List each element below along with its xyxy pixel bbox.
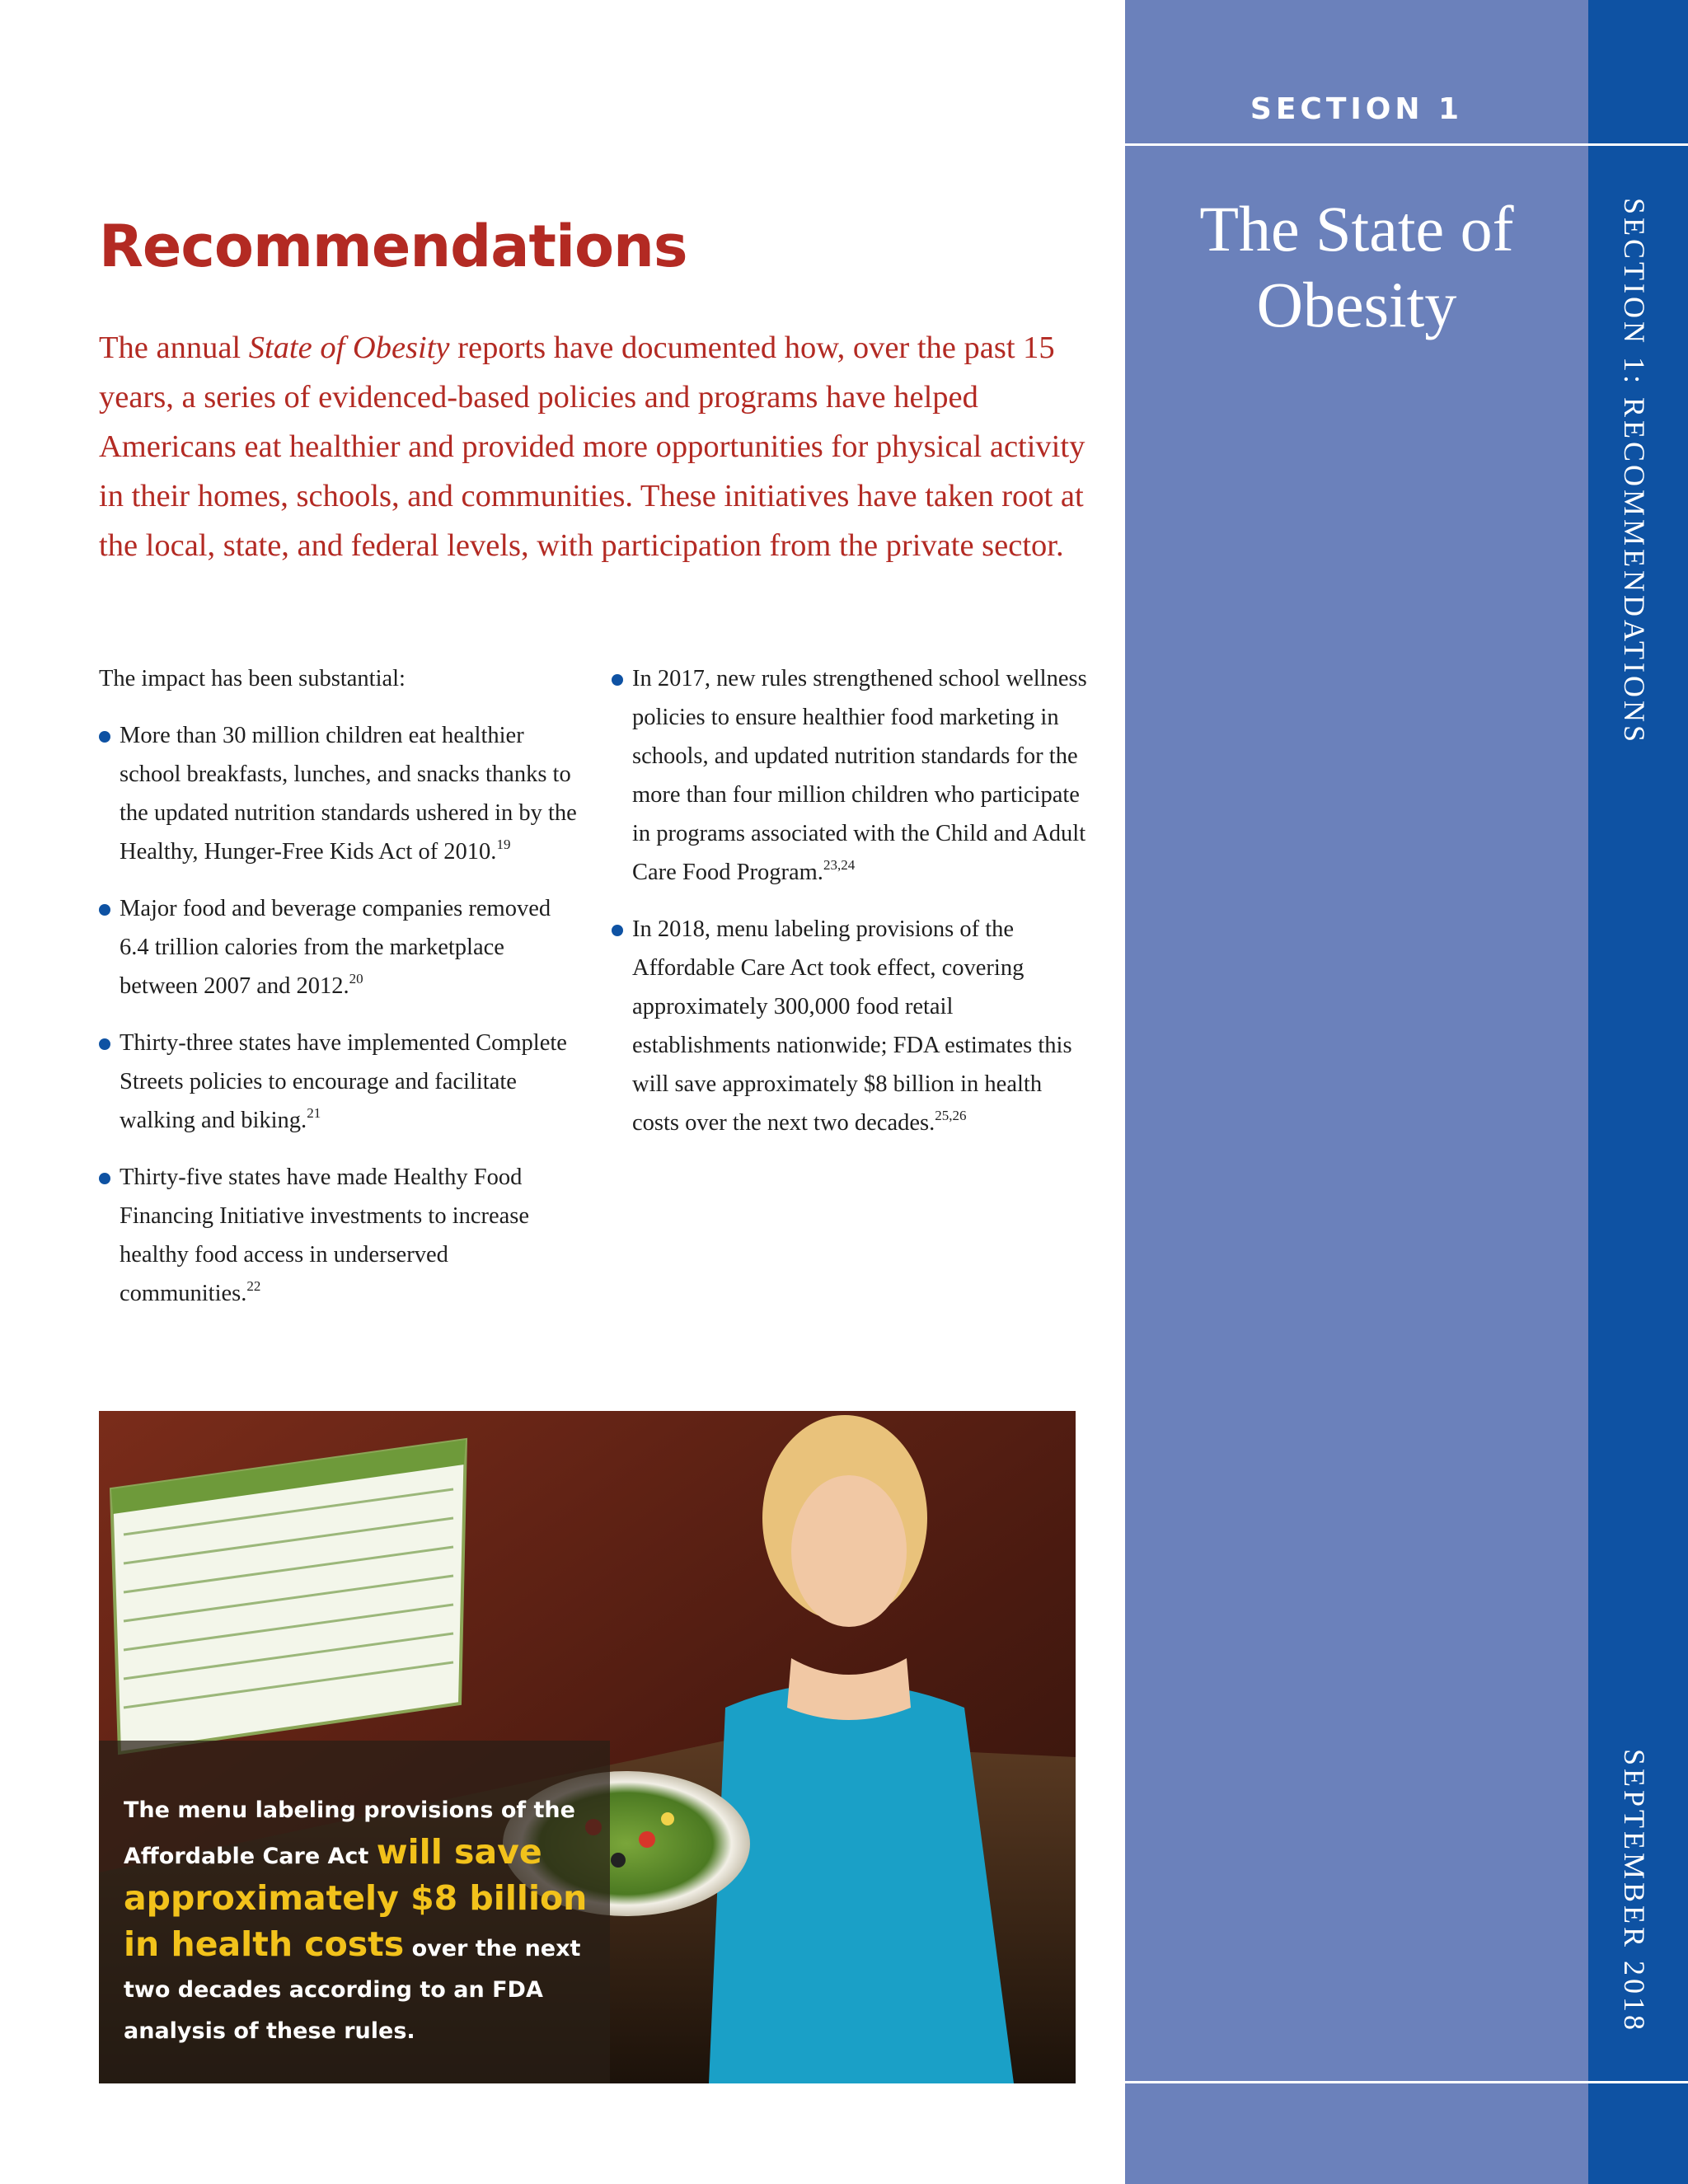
footnote-ref: 19: [496, 837, 511, 852]
intro-text-end: reports have documented how, over the past 15 years, a series of evidenced-based policies and programs have helped Americans eat healthier and provided more opportunities for physical activity in their homes, schools, and communities. These initiatives have taken root at the local, state, and federal levels, with participation from the private sector.: [99, 330, 1085, 563]
report-title: State of Obesity: [248, 330, 450, 365]
impact-list-left: [99, 716, 577, 1313]
impact-lead: The impact has been substantial:: [99, 666, 406, 691]
list-item-text: More than 30 million children eat healthier school breakfasts, lunches, and snacks thanks to the updated nutrition standards ushered in by the Healthy, Hunger-Free Kids Act of 2010.: [120, 723, 577, 865]
running-header: SECTION 1: RECOMMENDATIONS: [1618, 198, 1651, 746]
left-column: [99, 659, 577, 1331]
tomato-shape: [639, 1831, 655, 1848]
section-title: [1125, 191, 1588, 343]
list-item: [99, 1024, 577, 1140]
list-item: [99, 889, 577, 1005]
issue-date: SEPTEMBER 2018: [1618, 1749, 1651, 2034]
footnote-ref: 23,24: [823, 857, 856, 873]
sidebar-divider-bottom: [1125, 2081, 1688, 2083]
intro-text-start: The annual: [99, 330, 249, 365]
photo-caption: [124, 1790, 593, 2052]
footnote-ref: 22: [246, 1278, 261, 1294]
impact-list-right: [612, 659, 1090, 1142]
caption-highlight: will save approximately $8 billion in health costs: [124, 1832, 588, 1964]
footnote-ref: 20: [349, 971, 363, 987]
list-item-text: Thirty-three states have implemented Complete Streets policies to encourage and facilitate walking and biking.: [120, 1030, 567, 1133]
caption-text-end: over the next two decades according to an FDA analysis of these rules.: [124, 1936, 581, 2044]
footnote-ref: 21: [307, 1105, 321, 1121]
list-item-text: Thirty-five states have made Healthy Food Financing Initiative investments to increase healthy food access in underserved communities.: [120, 1165, 530, 1306]
intro-paragraph: [99, 323, 1088, 570]
footnote-ref: 25,26: [935, 1108, 967, 1123]
olive-shape: [611, 1853, 626, 1868]
salad-bar-photo: [99, 1411, 1076, 2083]
section-title-line-2: Obesity: [1256, 269, 1457, 340]
list-item: [612, 910, 1090, 1142]
list-item-text: In 2018, menu labeling provisions of the Affordable Care Act took effect, covering approximately 300,000 food retail establishments nationwide; FDA estimates this will save approximately $8 billion in health costs over the next two decades.: [632, 916, 1072, 1136]
section-title-line-1: The State of: [1199, 193, 1514, 265]
page-title: Recommendations: [99, 213, 687, 280]
section-label: SECTION 1: [1250, 92, 1464, 126]
face-shape: [791, 1475, 907, 1627]
list-item: [99, 716, 577, 871]
list-item: [99, 1158, 577, 1313]
list-item-text: Major food and beverage companies removed 6.4 trillion calories from the marketplace between 2007 and 2012.: [120, 896, 551, 999]
list-item: [612, 659, 1090, 892]
caption-text-start: The menu labeling provisions of the Affordable Care Act: [124, 1797, 575, 1869]
sidebar-divider-top: [1125, 143, 1688, 146]
blue-top-shape: [709, 1683, 1014, 2083]
corn-shape: [661, 1812, 674, 1825]
list-item-text: In 2017, new rules strengthened school wellness policies to ensure healthier food marketing in schools, and updated nutrition standards for the more than four million children who participate in programs associated with the Child and Adult Care Food Program.: [632, 666, 1087, 885]
right-column: [612, 659, 1090, 1160]
